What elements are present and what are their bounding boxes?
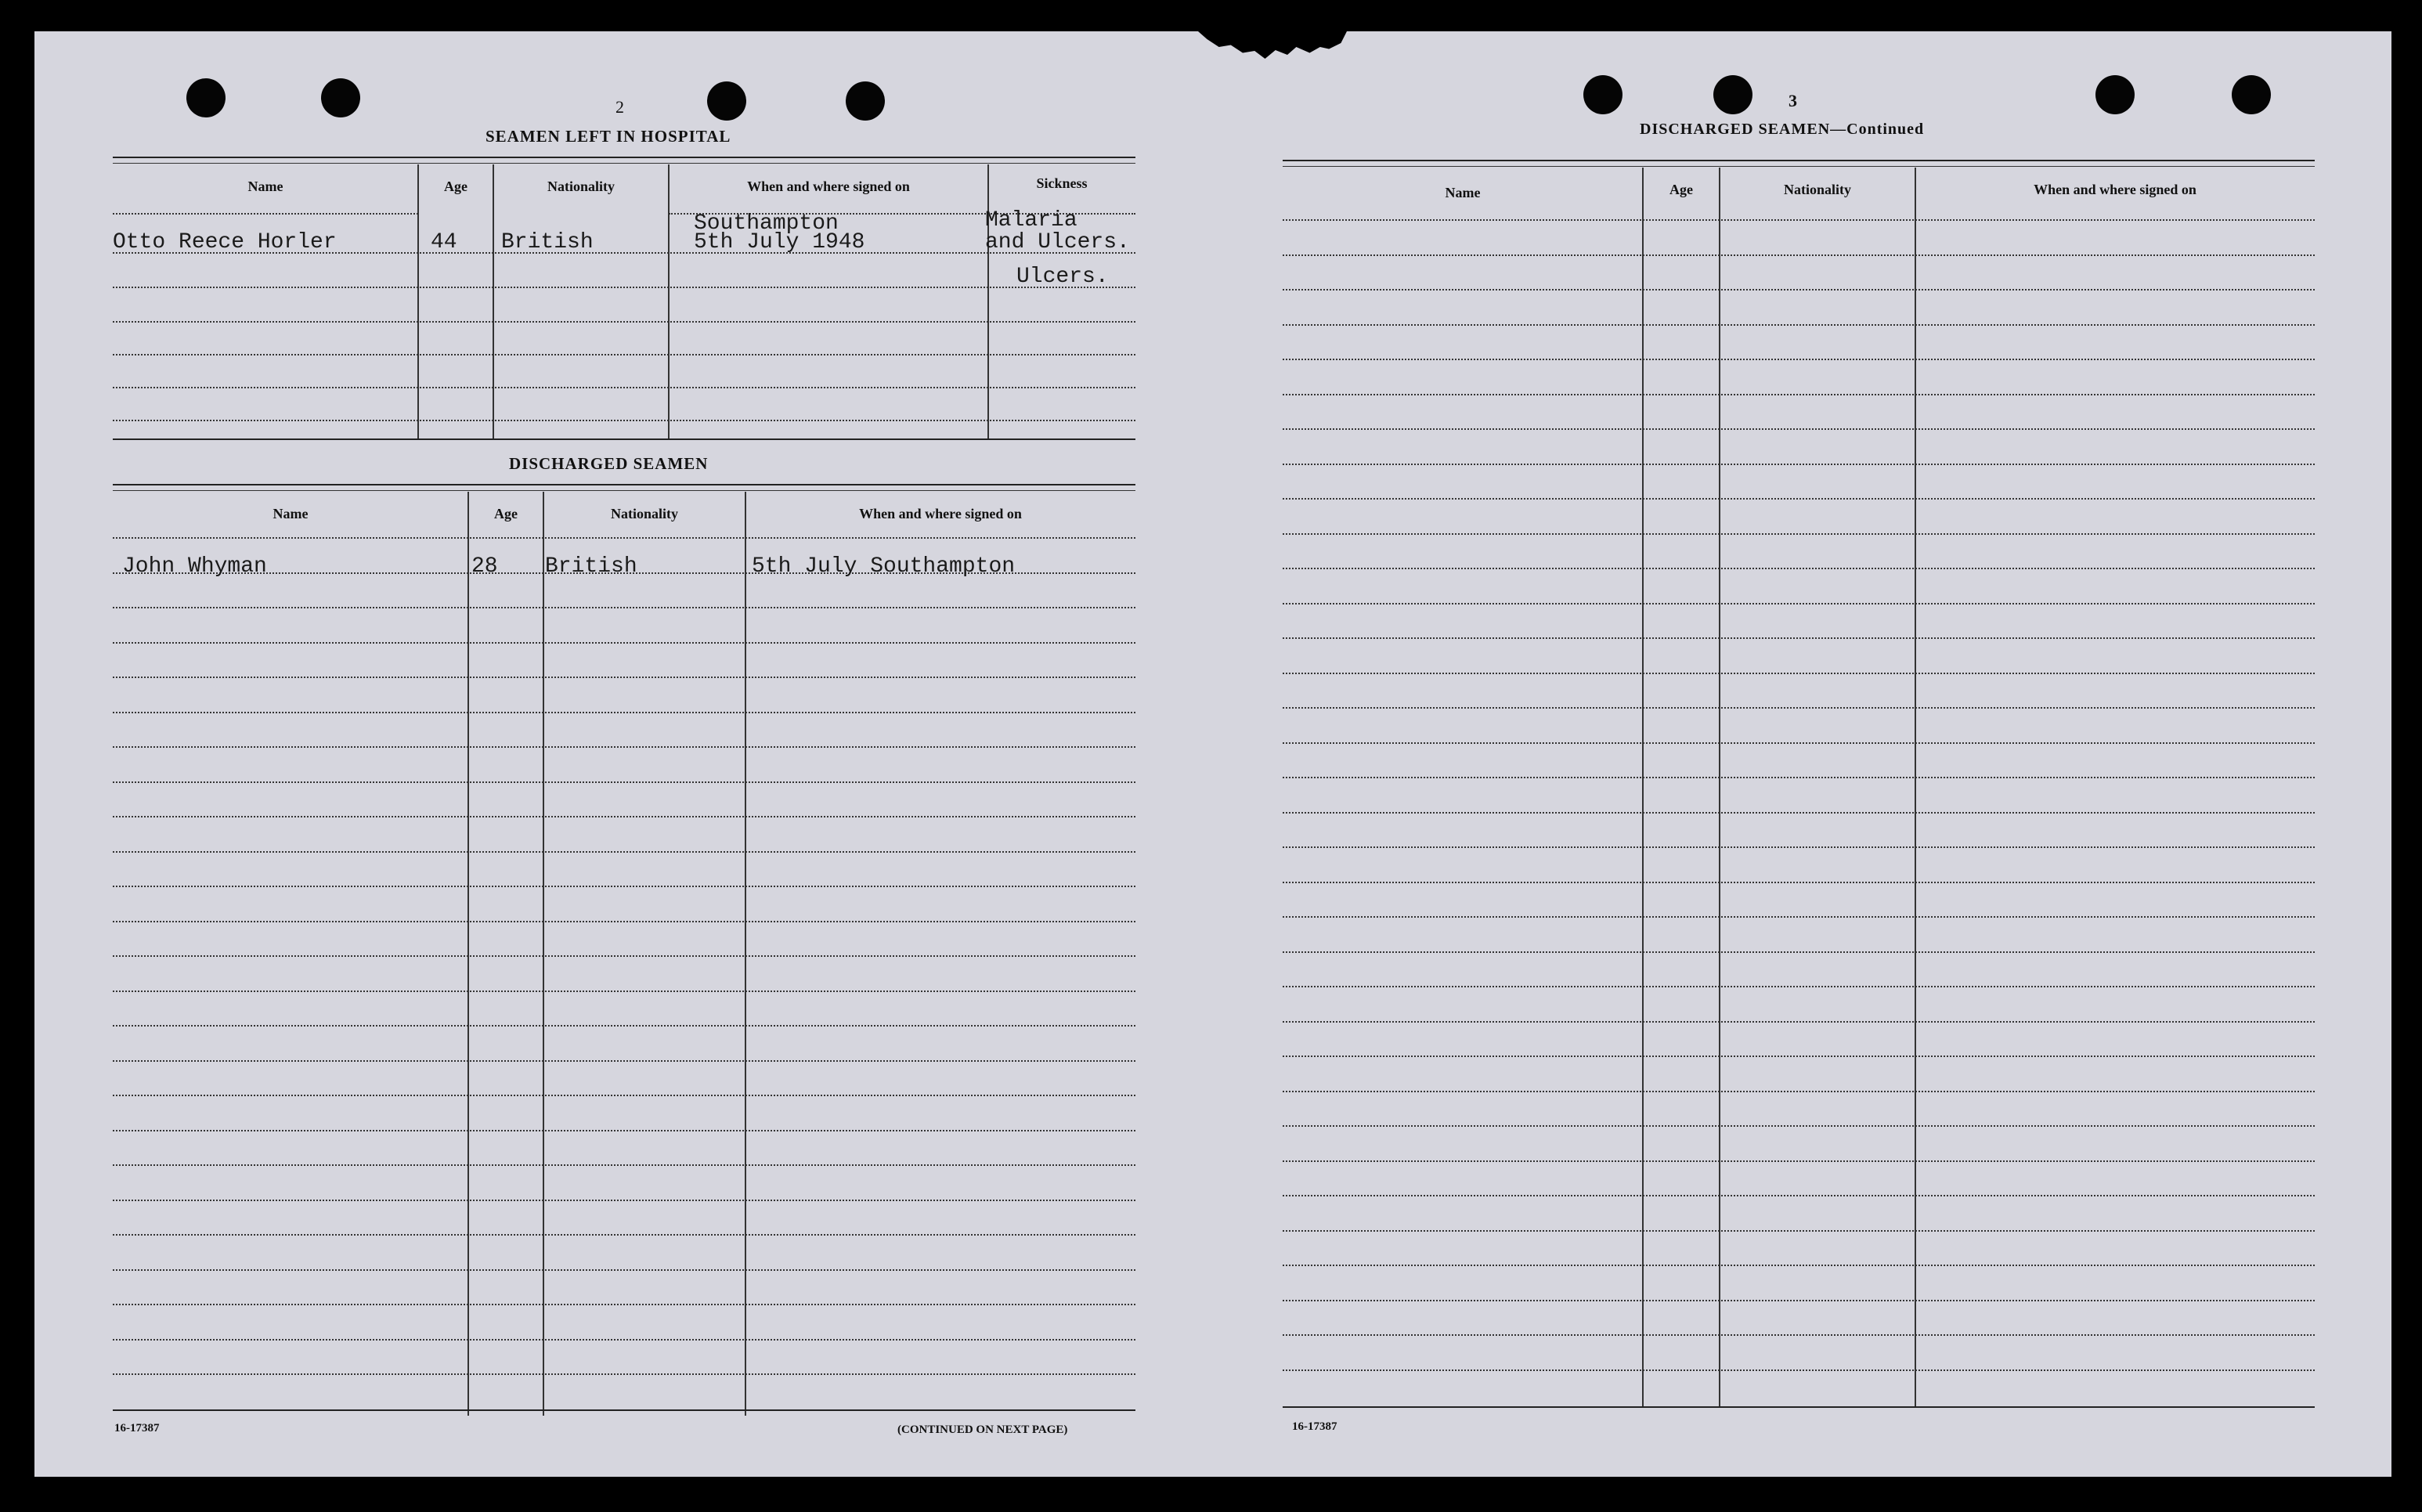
table-bottom-rule	[113, 1409, 1135, 1411]
hospital-entry-nationality: British	[501, 230, 594, 254]
hospital-entry-age: 44	[431, 230, 457, 254]
row-line	[113, 816, 1135, 817]
row-line	[113, 851, 1135, 853]
table-top-rule	[113, 484, 1135, 485]
row-line	[1283, 777, 2315, 778]
column-header-age: Age	[494, 506, 518, 521]
row-line	[113, 1304, 1135, 1305]
row-line	[113, 921, 1135, 922]
column-header-signed-on: When and where signed on	[2034, 182, 2196, 197]
punch-hole	[1713, 75, 1752, 114]
discharged-entry-name: John Whyman	[122, 554, 267, 579]
page-number: 3	[1789, 91, 1797, 110]
row-line	[1283, 1230, 2315, 1232]
column-header-nationality: Nationality	[1783, 182, 1851, 197]
hospital-entry-sickness-2: and Ulcers.	[985, 230, 1130, 254]
punch-hole	[2232, 75, 2271, 114]
column-header-nationality: Nationality	[610, 506, 678, 521]
row-line	[113, 1025, 1135, 1027]
row-line	[1283, 882, 2315, 883]
document-sheet	[34, 31, 2391, 1477]
row-line	[113, 607, 1135, 608]
form-number: 16-17387	[1292, 1420, 1337, 1433]
discharged-entry-signed-on: 5th July Southampton	[752, 554, 1016, 579]
row-line	[1283, 603, 2315, 604]
punch-hole	[321, 78, 360, 117]
column-divider	[745, 492, 746, 1416]
row-line	[1283, 707, 2315, 709]
row-line	[113, 1269, 1135, 1271]
row-line	[1283, 289, 2315, 290]
column-header-signed-on: When and where signed on	[859, 506, 1022, 521]
column-divider	[668, 164, 670, 438]
column-header-nationality: Nationality	[547, 179, 615, 194]
discharged-section-title: DISCHARGED SEAMEN	[509, 454, 709, 473]
table-top-rule	[113, 490, 1135, 491]
continued-note: (CONTINUED ON NEXT PAGE)	[897, 1424, 1068, 1436]
column-header-name: Name	[1445, 185, 1481, 200]
row-line	[1283, 219, 2315, 221]
row-line	[113, 1095, 1135, 1096]
column-header-signed-on: When and where signed on	[747, 179, 910, 194]
page-number: 2	[615, 97, 624, 117]
table-top-rule	[1283, 160, 2315, 161]
form-number: 16-17387	[114, 1422, 160, 1434]
column-divider	[543, 492, 544, 1416]
row-line	[1283, 498, 2315, 500]
hospital-entry-signed-on-date: 5th July 1948	[694, 230, 865, 254]
row-line	[1283, 324, 2315, 326]
row-line	[113, 1200, 1135, 1201]
hospital-entry-signed-on-place: Southampton	[694, 211, 839, 236]
row-line	[1283, 1056, 2315, 1057]
table-bottom-rule	[113, 438, 1135, 440]
row-line	[113, 955, 1135, 957]
row-line	[1283, 1195, 2315, 1196]
punch-hole	[846, 81, 885, 121]
column-divider	[987, 164, 989, 438]
row-line	[1283, 1265, 2315, 1266]
column-divider	[1642, 168, 1644, 1408]
row-line	[113, 746, 1135, 748]
row-line	[113, 1373, 1135, 1375]
row-line	[1283, 986, 2315, 987]
table-bottom-rule	[1283, 1406, 2315, 1408]
row-line	[1283, 1300, 2315, 1301]
punch-hole	[707, 81, 746, 121]
column-header-name: Name	[247, 179, 283, 194]
row-line	[113, 537, 1135, 539]
discharged-entry-age: 28	[471, 554, 498, 579]
row-line	[1283, 568, 2315, 569]
row-line	[113, 642, 1135, 644]
row-line	[1283, 951, 2315, 953]
punch-hole	[1583, 75, 1622, 114]
column-divider	[467, 492, 469, 1416]
row-line	[113, 991, 1135, 992]
column-header-name: Name	[273, 506, 309, 521]
hospital-entry-sickness-3: Ulcers.	[1016, 265, 1109, 289]
discharged-entry-nationality: British	[545, 554, 637, 579]
column-divider	[1719, 168, 1720, 1408]
row-line	[113, 712, 1135, 713]
column-header-sickness: Sickness	[1036, 175, 1088, 191]
row-line	[113, 781, 1135, 783]
row-line	[1283, 673, 2315, 674]
row-line	[113, 677, 1135, 678]
column-header-age: Age	[1669, 182, 1693, 197]
hospital-section-title: SEAMEN LEFT IN HOSPITAL	[485, 127, 731, 146]
column-divider	[493, 164, 494, 438]
row-line	[113, 387, 1135, 388]
hospital-entry-name: Otto Reece Horler	[113, 230, 337, 254]
row-line	[1283, 916, 2315, 918]
row-line	[113, 886, 1135, 887]
row-line	[113, 1234, 1135, 1236]
row-line	[1283, 812, 2315, 814]
discharged-continued-title: DISCHARGED SEAMEN—Continued	[1640, 121, 1925, 138]
row-line	[1283, 1160, 2315, 1162]
table-top-rule	[113, 163, 1135, 164]
header-rule	[113, 213, 418, 215]
row-line	[1283, 1334, 2315, 1336]
row-line	[1283, 533, 2315, 535]
row-line	[113, 321, 1135, 323]
row-line	[1283, 464, 2315, 465]
column-divider	[1915, 168, 1916, 1408]
table-top-rule	[1283, 166, 2315, 167]
row-line	[1283, 846, 2315, 848]
column-divider	[417, 164, 419, 438]
row-line	[113, 354, 1135, 355]
row-line	[113, 1060, 1135, 1062]
row-line	[113, 420, 1135, 421]
row-line	[1283, 394, 2315, 395]
row-line	[1283, 1091, 2315, 1092]
row-line	[113, 1164, 1135, 1166]
row-line	[1283, 428, 2315, 430]
row-line	[1283, 359, 2315, 360]
row-line	[1283, 637, 2315, 639]
row-line	[1283, 1369, 2315, 1371]
row-line	[1283, 254, 2315, 256]
punch-hole	[2095, 75, 2135, 114]
row-line	[1283, 1125, 2315, 1127]
row-line	[113, 1130, 1135, 1131]
table-top-rule	[113, 157, 1135, 158]
row-line	[113, 287, 1135, 288]
row-line	[113, 1339, 1135, 1341]
punch-hole	[186, 78, 226, 117]
hospital-entry-sickness-1: Malaria	[985, 208, 1077, 233]
column-header-age: Age	[444, 179, 467, 194]
row-line	[1283, 1021, 2315, 1023]
row-line	[1283, 742, 2315, 744]
